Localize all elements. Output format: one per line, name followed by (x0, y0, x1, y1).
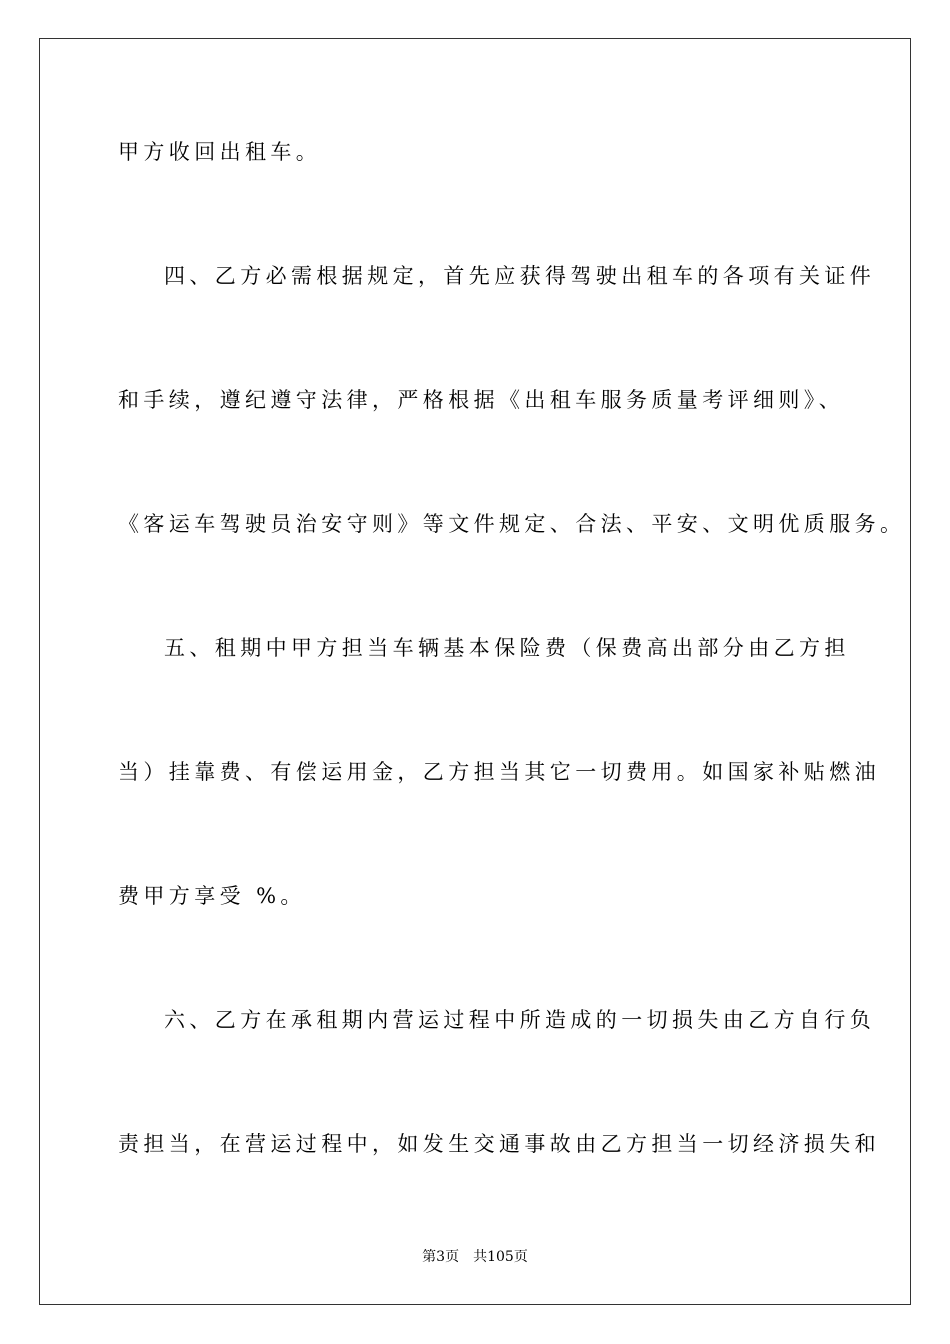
paragraph-line-4: 《客运车驾驶员治安守则》等文件规定、合法、平安、文明优质服务。 (118, 512, 906, 536)
page-number: 第3页 (422, 1249, 460, 1265)
paragraph-line-7: 费甲方享受 %。 (118, 884, 306, 908)
paragraph-line-2: 四、乙方必需根据规定，首先应获得驾驶出租车的各项有关证件 (164, 264, 876, 288)
page-border (39, 38, 911, 1305)
paragraph-line-8: 六、乙方在承租期内营运过程中所造成的一切损失由乙方自行负 (164, 1008, 876, 1032)
paragraph-line-6: 当）挂靠费、有偿运用金，乙方担当其它一切费用。如国家补贴燃油 (118, 760, 880, 784)
paragraph-line-3: 和手续，遵纪遵守法律，严格根据《出租车服务质量考评细则》、 (118, 388, 845, 412)
page-footer (0, 1248, 950, 1266)
paragraph-line-1: 甲方收回出租车。 (118, 140, 322, 164)
page-total: 共105页 (473, 1249, 528, 1265)
paragraph-line-9: 责担当，在营运过程中，如发生交通事故由乙方担当一切经济损失和 (118, 1132, 880, 1156)
paragraph-line-5: 五、租期中甲方担当车辆基本保险费（保费高出部分由乙方担 (164, 636, 850, 660)
